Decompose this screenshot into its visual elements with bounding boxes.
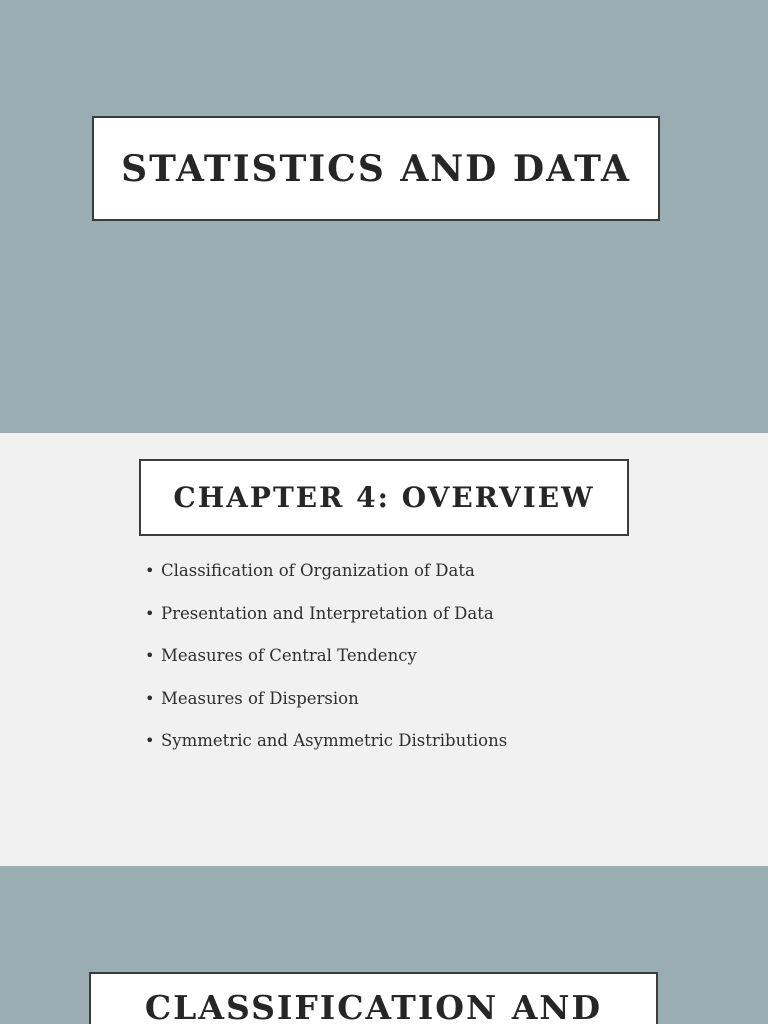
list-item-text: Classification of Organization of Data	[161, 561, 475, 580]
bullet-icon: •	[145, 688, 155, 708]
slide-classification	[0, 866, 768, 1024]
chapter-title-text: CHAPTER 4: OVERVIEW	[173, 481, 595, 514]
classification-title-box	[89, 972, 658, 1024]
chapter-title-box	[139, 459, 629, 536]
list-item-text: Measures of Central Tendency	[161, 646, 417, 665]
classification-title-text: CLASSIFICATION AND	[144, 988, 603, 1024]
bullet-icon: •	[145, 646, 155, 665]
list-item-text: Symmetric and Asymmetric Distributions	[161, 731, 508, 750]
slide-title	[0, 0, 768, 433]
bullet-icon: •	[145, 603, 155, 623]
list-item-text: Measures of Dispersion	[161, 688, 359, 708]
overview-bullet-list	[145, 559, 507, 772]
list-item	[145, 644, 507, 687]
bullet-icon: •	[145, 561, 155, 580]
list-item-text: Presentation and Interpretation of Data	[161, 603, 494, 623]
list-item	[145, 602, 507, 645]
bullet-icon: •	[145, 731, 155, 750]
slide-chapter-overview	[0, 433, 768, 866]
list-item	[145, 559, 507, 602]
list-item	[145, 687, 507, 730]
list-item	[145, 729, 507, 772]
slide-title-text: STATISTICS AND DATA	[121, 147, 631, 190]
slide-title-box	[92, 116, 660, 221]
